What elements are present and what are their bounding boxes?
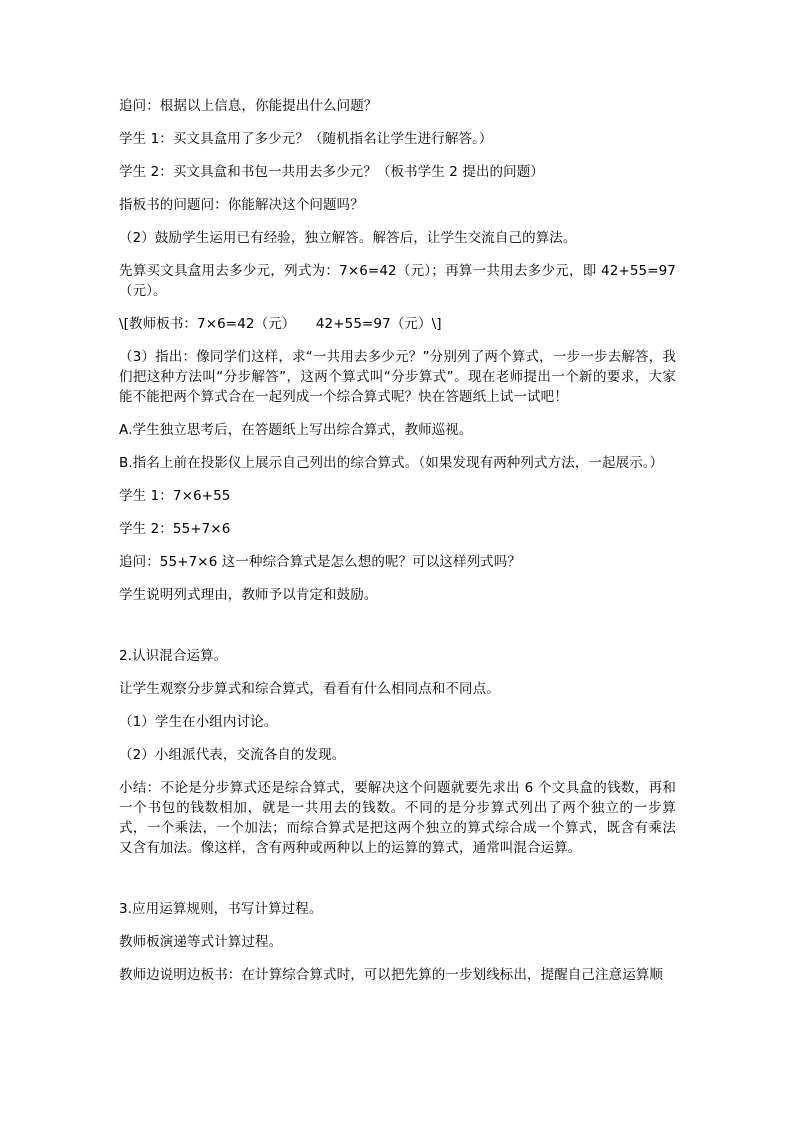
paragraph-student-2-question: 学生 2：买文具盒和书包一共用去多少元？（板书学生 2 提出的问题） <box>119 164 544 180</box>
paragraph-teacher-demo: 教师板演递等式计算过程。 <box>119 934 283 950</box>
paragraph-observe: 让学生观察分步算式和综合算式，看看有什么相同点和不同点。 <box>119 681 500 697</box>
document-body <box>119 96 676 998</box>
paragraph-activity-b: B.指名上前在投影仪上展示自己列出的综合算式。（如果发现有两种列式方法，一起展示。） <box>119 455 664 471</box>
paragraph-teacher-explains: 教师边说明边板书：在计算综合算式时，可以把先算的一步划线标出，提醒自己注意运算顺 <box>119 967 663 983</box>
paragraph-student-2-formula: 学生 2：55+7×6 <box>119 521 231 537</box>
paragraph-follow-up-formula: 追问：55+7×6 这一种综合算式是怎么想的呢？可以这样列式吗？ <box>119 554 521 570</box>
paragraph-step-2: （2）鼓励学生运用已有经验，独立解答。解答后，让学生交流自己的算法。 <box>119 230 577 246</box>
section-spacer <box>119 618 676 646</box>
paragraph-group-discussion: （1）学生在小组内讨论。 <box>119 714 278 730</box>
section-heading-apply-rules: 3.应用运算规则，书写计算过程。 <box>119 901 323 917</box>
paragraph-summary: 小结：不论是分步算式还是综合算式，要解决这个问题就要先求出 6 个文具盒的钱数，再和一个书包的钱数相加，就是一共用去的钱数。不同的是分步算式列出了两个独立的一步算式，一个乘法，一个加法；而综合算式是把这两个独立的算式综合成一个算式，既含有乘法又含有加法。像这样，含有两种或两种以上的运算的算式，通常叫混合运算。 <box>119 780 676 856</box>
paragraph-student-explains: 学生说明列式理由，教师予以肯定和鼓励。 <box>119 587 378 603</box>
paragraph-follow-up-question: 追问：根据以上信息，你能提出什么问题？ <box>119 98 378 114</box>
paragraph-group-report: （2）小组派代表，交流各自的发现。 <box>119 747 346 763</box>
section-spacer <box>119 871 676 899</box>
paragraph-step-3: （3）指出：像同学们这样，求“一共用去多少元？”分别列了两个算式，一步一步去解答，我们把这种方法叫“分步解答”，这两个算式叫“分步算式”。现在老师提出一个新的要求，大家能不能把两个算式合在一起列成一个综合算式呢？快在答题纸上试一试吧！ <box>119 349 676 405</box>
paragraph-board-writing: \[教师板书：7×6=42（元） 42+55=97（元）\] <box>119 316 442 332</box>
paragraph-student-1-question: 学生 1：买文具盒用了多少元？（随机指名让学生进行解答。） <box>119 131 493 147</box>
paragraph-calculation: 先算买文具盒用去多少元，列式为：7×6=42（元）；再算一共用去多少元，即 42+55=97（元）。 <box>119 263 676 299</box>
paragraph-teacher-prompt: 指板书的问题问：你能解决这个问题吗？ <box>119 197 364 213</box>
section-heading-mixed-operations: 2.认识混合运算。 <box>119 648 228 664</box>
paragraph-activity-a: A.学生独立思考后，在答题纸上写出综合算式，教师巡视。 <box>119 422 473 438</box>
paragraph-student-1-formula: 学生 1：7×6+55 <box>119 488 231 504</box>
